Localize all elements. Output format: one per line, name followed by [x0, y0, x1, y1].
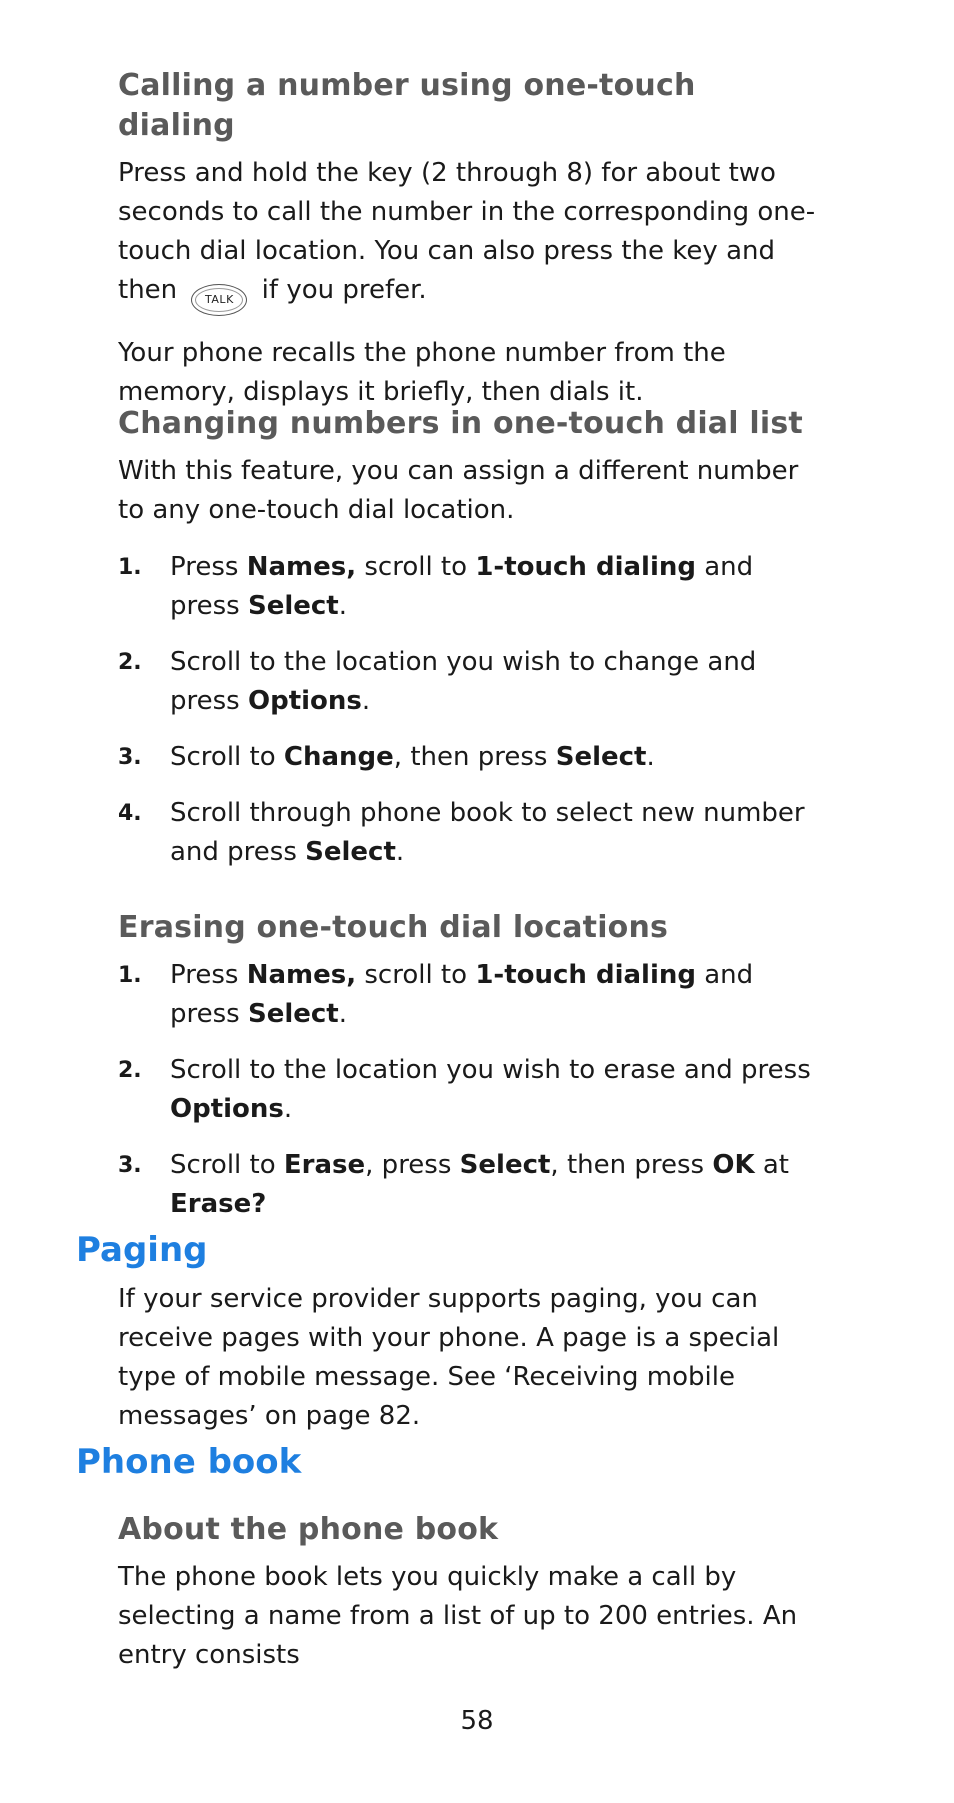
step-keyword: Options [170, 1094, 284, 1124]
onetouch-erase-step [118, 1051, 818, 1129]
step-fragment: and press [170, 552, 754, 621]
step-text [170, 1051, 818, 1129]
phonebook-para: The phone book lets you quickly make a call by selecting a name from a list of up to 200 entries. An entry consists [118, 1562, 798, 1670]
step-fragment: , press [365, 1150, 460, 1180]
phonebook-block [118, 1510, 818, 1693]
step-number: 4. [118, 801, 142, 826]
onetouch-erase-step [118, 1146, 818, 1224]
onetouch-change-step [118, 643, 818, 721]
onetouch-change-steps [118, 548, 818, 872]
step-keyword: Erase [283, 1150, 366, 1180]
paging-para: If your service provider supports paging, you can receive pages with your phone. A page is a special type of mobile message. See ‘Receiving mobile messages’ on page 82. [118, 1284, 780, 1431]
step-text [170, 794, 818, 872]
step-text [170, 548, 818, 626]
step-fragment: Scroll to the location you wish to change and press [170, 647, 757, 716]
step-text [170, 643, 818, 721]
step-text [170, 1146, 818, 1224]
step-number: 3. [118, 745, 142, 770]
step-fragment: . [338, 999, 347, 1029]
onetouch-erase-step [118, 956, 818, 1034]
step-number: 1. [118, 963, 142, 988]
step-number: 3. [118, 1153, 142, 1178]
onetouch-change-step [118, 794, 818, 872]
onetouch-erase-heading: Erasing one-touch dial locations [118, 910, 669, 945]
onetouch-call-para1-end: if you prefer. [253, 275, 427, 305]
onetouch-call-heading: Calling a number using one-touch dialing [118, 68, 696, 143]
onetouch-call-block [118, 66, 818, 430]
onetouch-change-step [118, 548, 818, 626]
step-keyword: Options [247, 686, 362, 716]
talk-key-label: TALK [205, 293, 234, 306]
step-fragment: , then press [393, 742, 556, 772]
phonebook-heading: About the phone book [118, 1512, 499, 1547]
step-keyword: Select [305, 837, 396, 867]
step-keyword: Change [283, 742, 394, 772]
step-number: 2. [118, 1058, 142, 1083]
step-keyword: Select [555, 742, 647, 772]
step-number: 1. [118, 555, 142, 580]
step-keyword: Select [247, 591, 339, 621]
step-fragment: . [395, 837, 405, 867]
paging-block [118, 1280, 818, 1454]
step-keyword: 1-touch dialing [475, 552, 696, 582]
step-keyword: Select [247, 999, 339, 1029]
onetouch-call-para1-text: Press and hold the key (2 through 8) for about two seconds to call the number in the corresponding one-touch dial location. You can also press the key and then [118, 158, 816, 305]
step-fragment: Scroll through phone book to select new number and press [170, 798, 805, 867]
onetouch-erase-steps [118, 956, 818, 1224]
step-keyword: Names, [246, 960, 357, 990]
onetouch-erase-block [118, 908, 818, 1241]
step-fragment: Press [170, 552, 247, 582]
paging-title: Paging [76, 1230, 208, 1270]
page-number: 58 [460, 1706, 494, 1736]
step-number: 2. [118, 650, 142, 675]
step-fragment: scroll to [356, 552, 476, 582]
step-fragment: , then press [550, 1150, 713, 1180]
step-text [170, 738, 818, 777]
onetouch-change-heading: Changing numbers in one-touch dial list [118, 406, 803, 441]
step-fragment: and press [170, 960, 754, 1029]
step-keyword: Names, [246, 552, 357, 582]
onetouch-call-para2: Your phone recalls the phone number from the memory, displays it briefly, then dials it. [118, 338, 726, 407]
onetouch-change-step [118, 738, 818, 777]
onetouch-call-para1 [118, 154, 818, 316]
onetouch-change-intro: With this feature, you can assign a different number to any one-touch dial location. [118, 456, 799, 525]
talk-key-icon [191, 284, 247, 316]
step-fragment: Scroll to [170, 742, 284, 772]
step-fragment: Press [170, 960, 247, 990]
step-fragment: . [283, 1094, 293, 1124]
phonebook-title: Phone book [76, 1442, 302, 1482]
step-fragment: . [361, 686, 371, 716]
step-keyword: Erase? [170, 1189, 267, 1219]
step-fragment: Scroll to [170, 1150, 284, 1180]
step-fragment: at [754, 1150, 789, 1180]
step-fragment: . [646, 742, 655, 772]
step-keyword: Select [459, 1150, 551, 1180]
step-keyword: 1-touch dialing [475, 960, 696, 990]
onetouch-change-block [118, 404, 818, 889]
step-keyword: OK [712, 1150, 755, 1180]
step-fragment: Scroll to the location you wish to erase and press [170, 1055, 811, 1085]
step-fragment: scroll to [356, 960, 476, 990]
step-text [170, 956, 818, 1034]
step-fragment: . [338, 591, 347, 621]
